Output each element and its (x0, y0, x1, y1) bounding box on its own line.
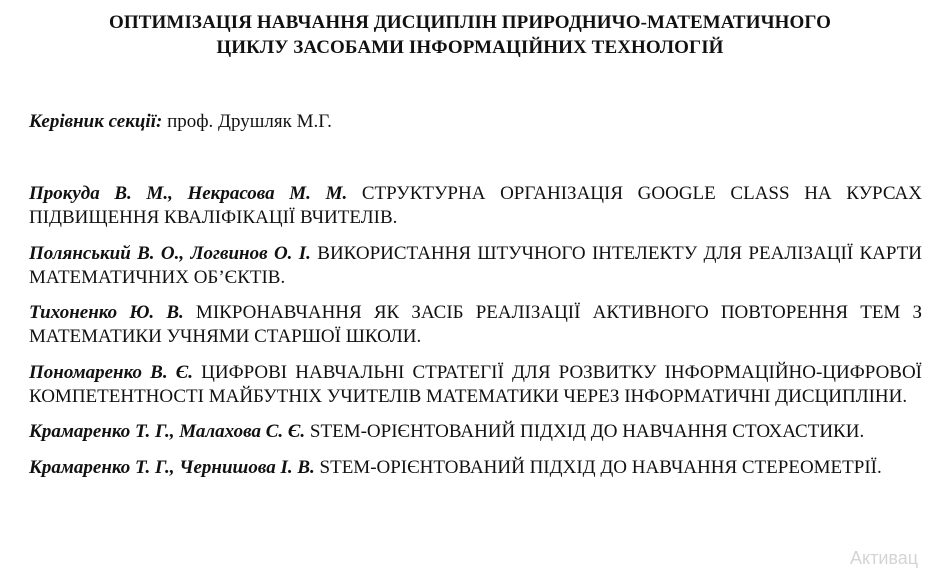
entry-title: STEM-ОРІЄНТОВАНИЙ ПІДХІД ДО НАВЧАННЯ СТЕРЕОМЕТРІЇ. (319, 456, 882, 478)
entry-authors: Пономаренко В. Є. (29, 361, 193, 383)
entry-authors: Тихоненко Ю. В. (29, 302, 184, 323)
section-head-label: Керівник секції: (29, 111, 163, 132)
entry-title: ВИКОРИСТАННЯ ШТУЧНОГО ІНТЕЛЕКТУ ДЛЯ РЕАЛІЗАЦІЇ КАРТИ МАТЕМАТИЧНИХ ОБ’ЄКТІВ. (29, 242, 923, 288)
entry-authors: Крамаренко Т. Г., Чернишова І. В. (29, 456, 315, 478)
section-head (29, 110, 332, 134)
section-title-line-2: ЦИКЛУ ЗАСОБАМИ ІНФОРМАЦІЙНИХ ТЕХНОЛОГІЙ (216, 37, 724, 58)
section-title-line-1: ОПТИМІЗАЦІЯ НАВЧАННЯ ДИСЦИПЛІН ПРИРОДНИЧО-МАТЕМАТИЧНОГО (109, 12, 831, 33)
presentation-list (29, 182, 922, 491)
presentation-entry (29, 456, 922, 480)
entry-title: ЦИФРОВІ НАВЧАЛЬНІ СТРАТЕГІЇ ДЛЯ РОЗВИТКУ ІНФОРМАЦІЙНО-ЦИФРОВОЇ КОМПЕТЕНТНОСТІ МАЙБУТНІХ УЧИТЕЛІВ МАТЕМАТИКИ ЧЕРЕЗ ІНФОРМАТИЧНІ ДИСЦИПЛІНИ. (29, 361, 923, 407)
entry-title: STEM-ОРІЄНТОВАНИЙ ПІДХІД ДО НАВЧАННЯ СТОХАСТИКИ. (309, 421, 865, 442)
presentation-entry (29, 361, 922, 409)
entry-title: СТРУКТУРНА ОРГАНІЗАЦІЯ GOOGLE CLASS НА КУРСАХ ПІДВИЩЕННЯ КВАЛІФІКАЦІЇ ВЧИТЕЛІВ. (29, 183, 922, 228)
activation-watermark: Активац (850, 548, 919, 568)
entry-authors: Прокуда В. М., Некрасова М. М. (29, 183, 348, 204)
presentation-entry (29, 420, 922, 444)
section-head-name: проф. Друшляк М.Г. (167, 111, 332, 132)
section-title (30, 10, 910, 60)
entry-authors: Крамаренко Т. Г., Малахова С. Є. (29, 421, 306, 442)
presentation-entry (29, 182, 922, 230)
presentation-entry (29, 301, 922, 349)
presentation-entry (29, 242, 922, 290)
entry-title: МІКРОНАВЧАННЯ ЯК ЗАСІБ РЕАЛІЗАЦІЇ АКТИВНОГО ПОВТОРЕННЯ ТЕМ З МАТЕМАТИКИ УЧНЯМИ СТАРШОЇ ШКОЛИ. (29, 302, 923, 347)
entry-authors: Полянський В. О., Логвинов О. І. (29, 242, 311, 264)
